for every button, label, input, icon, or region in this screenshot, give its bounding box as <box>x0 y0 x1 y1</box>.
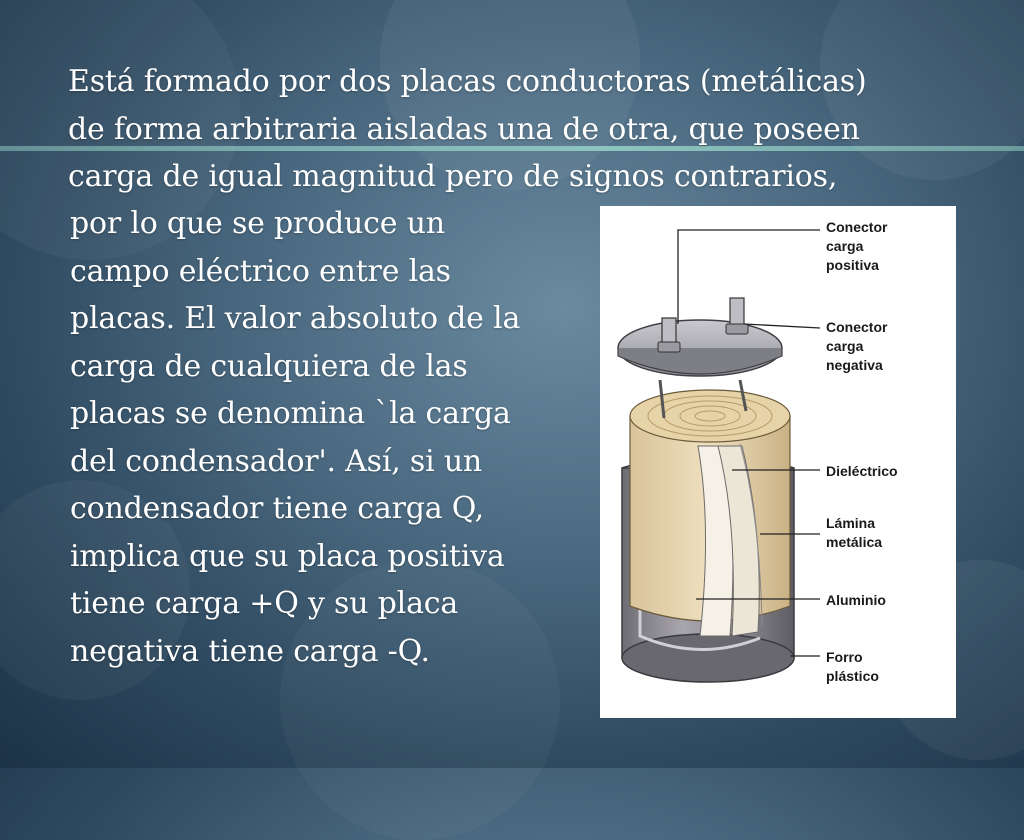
label-line: Aluminio <box>826 592 886 608</box>
label-line: metálica <box>826 534 883 550</box>
body-line: carga de cualquiera de las <box>70 348 468 384</box>
body-line: tiene carga +Q y su placa <box>70 586 459 621</box>
body-line: placas se denomina `la carga <box>70 396 511 431</box>
label-line: Conector <box>826 319 888 335</box>
label-negative-connector <box>826 319 891 373</box>
label-line: Lámina <box>826 515 876 531</box>
capacitor-diagram <box>600 206 956 718</box>
intro-line: carga de igual magnitud pero de signos contrarios, <box>68 159 838 194</box>
body-paragraph <box>70 200 520 675</box>
label-dielectric <box>826 463 898 479</box>
capacitor-illustration <box>600 206 956 718</box>
label-line: negativa <box>826 357 883 373</box>
body-line: por lo que se produce un <box>70 206 445 241</box>
body-line: negativa tiene carga -Q. <box>70 633 430 669</box>
label-aluminum <box>826 592 886 608</box>
negative-terminal-shape <box>726 298 748 334</box>
body-line: del condensador'. Así, si un <box>70 443 483 479</box>
label-line: plástico <box>826 668 879 684</box>
intro-line: de forma arbitraria aisladas una de otra, que poseen <box>68 111 860 147</box>
intro-paragraph <box>68 58 866 201</box>
label-line: positiva <box>826 257 879 273</box>
label-line: Dieléctrico <box>826 463 898 479</box>
label-metal-sheet <box>826 515 882 550</box>
body-line: condensador tiene carga Q, <box>70 491 484 526</box>
body-line: campo eléctrico entre las <box>70 253 451 289</box>
body-line: placas. El valor absoluto de la <box>70 301 521 336</box>
label-line: carga <box>826 238 864 254</box>
body-line: implica que su placa positiva <box>70 538 505 574</box>
intro-line: Está formado por dos placas conductoras (metálicas) <box>68 64 867 99</box>
label-plastic-cover <box>826 649 879 684</box>
label-line: carga <box>826 338 864 354</box>
leader-line-positive <box>678 230 820 324</box>
label-positive-connector <box>826 219 891 273</box>
label-line: Conector <box>826 219 888 235</box>
label-line: Forro <box>826 649 863 665</box>
